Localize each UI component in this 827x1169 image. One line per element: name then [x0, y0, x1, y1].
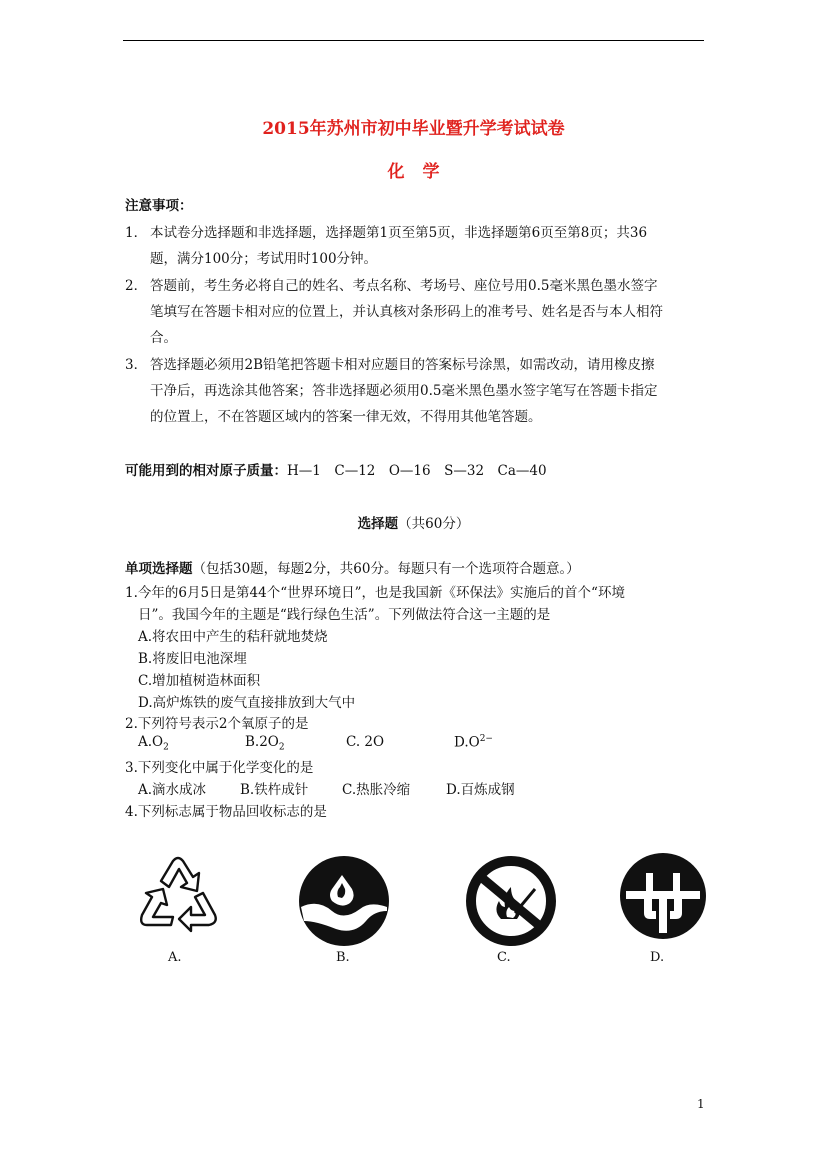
exam-subject: 化学	[387, 162, 458, 182]
exam-title: 2015年苏州市初中毕业暨升学考试试卷	[262, 119, 565, 139]
q4-label-d: D.	[650, 950, 665, 965]
q1-option-b: B.将废旧电池深埋	[138, 651, 247, 667]
page-number: 1	[697, 1097, 705, 1111]
circle-symbol-icon	[620, 853, 706, 939]
q3-option-a: A.滴水成冰	[138, 782, 207, 798]
q3-stem: 3.下列变化中属于化学变化的是	[125, 760, 314, 776]
q1-option-c: C.增加植树造林面积	[138, 673, 261, 689]
note-1-line-1: 本试卷分选择题和非选择题，选择题第1页至第5页，非选择题第6页至第8页；共36	[150, 225, 648, 241]
q4-label-a: A.	[168, 950, 182, 965]
q2-option-d: $D.O^{2-}$	[454, 734, 493, 751]
q2-stem: 2.下列符号表示2个氧原子的是	[125, 716, 309, 732]
q1-stem-line-1: 1.今年的6月5日是第44个“世界环境日”，也是我国新《环保法》实施后的首个“环境	[125, 585, 625, 601]
single-choice-desc: （包括30题，每题2分，共60分。每题只有一个选项符合题意。）	[192, 561, 580, 577]
note-3-line-1: 答选择题必须用2B铅笔把答题卡相对应题目的答案标号涂黑，如需改动，请用橡皮擦	[150, 357, 655, 373]
single-choice-header	[125, 557, 580, 577]
water-saving-icon	[298, 855, 390, 947]
atomic-mass-line	[125, 459, 547, 479]
section-title	[0, 512, 827, 532]
header-rule	[123, 40, 704, 41]
notes-heading: 注意事项：	[125, 198, 193, 214]
section-title-text: 选择题	[357, 516, 399, 532]
note-2-line-2: 笔填写在答题卡相对应的位置上，并认真核对条形码上的准考号、姓名是否与本人相符	[150, 304, 663, 320]
note-2-line-3: 合。	[150, 330, 177, 346]
note-1-number: 1．	[125, 225, 148, 241]
section-score: （共60分）	[398, 516, 470, 532]
q3-option-d: D.百炼成钢	[446, 782, 515, 798]
q2-option-b: $B.2O_2$	[245, 734, 285, 753]
note-1-line-2: 题，满分100分；考试用时100分钟。	[150, 251, 378, 267]
q3-option-c: C.热胀冷缩	[342, 782, 411, 798]
note-2-line-1: 答题前，考生务必将自己的姓名、考点名称、考场号、座位号用0.5毫米黑色墨水签字	[150, 278, 658, 294]
note-3-line-2: 干净后，再选涂其他答案；答非选择题必须用0.5毫米黑色墨水签字笔写在答题卡指定	[150, 383, 658, 399]
q4-label-c: C.	[497, 950, 511, 965]
q2-option-c: C. 2O	[346, 734, 385, 750]
q3-option-b: B.铁杵成针	[240, 782, 309, 798]
q1-stem-line-2: 日”。我国今年的主题是“践行绿色生活”。下列做法符合这一主题的是	[138, 607, 551, 623]
note-3-number: 3．	[125, 357, 148, 373]
atomic-mass-label: 可能用到的相对原子质量：	[125, 463, 287, 479]
note-3-line-3: 的位置上，不在答题区域内的答案一律无效，不得用其他笔答题。	[150, 409, 542, 425]
recycle-icon	[133, 853, 223, 943]
q4-label-b: B.	[336, 950, 350, 965]
q2-option-a: $A.O_2$	[138, 734, 169, 753]
single-choice-label: 单项选择题	[125, 561, 193, 577]
note-2-number: 2．	[125, 278, 148, 294]
atomic-mass-values: H—1 C—12 O—16 S—32 Ca—40	[287, 463, 547, 479]
no-fire-icon	[465, 855, 557, 947]
q1-option-a: A.将农田中产生的秸秆就地焚烧	[138, 629, 328, 645]
q1-option-d: D.高炉炼铁的废气直接排放到大气中	[138, 695, 356, 711]
q4-stem: 4.下列标志属于物品回收标志的是	[125, 804, 327, 820]
